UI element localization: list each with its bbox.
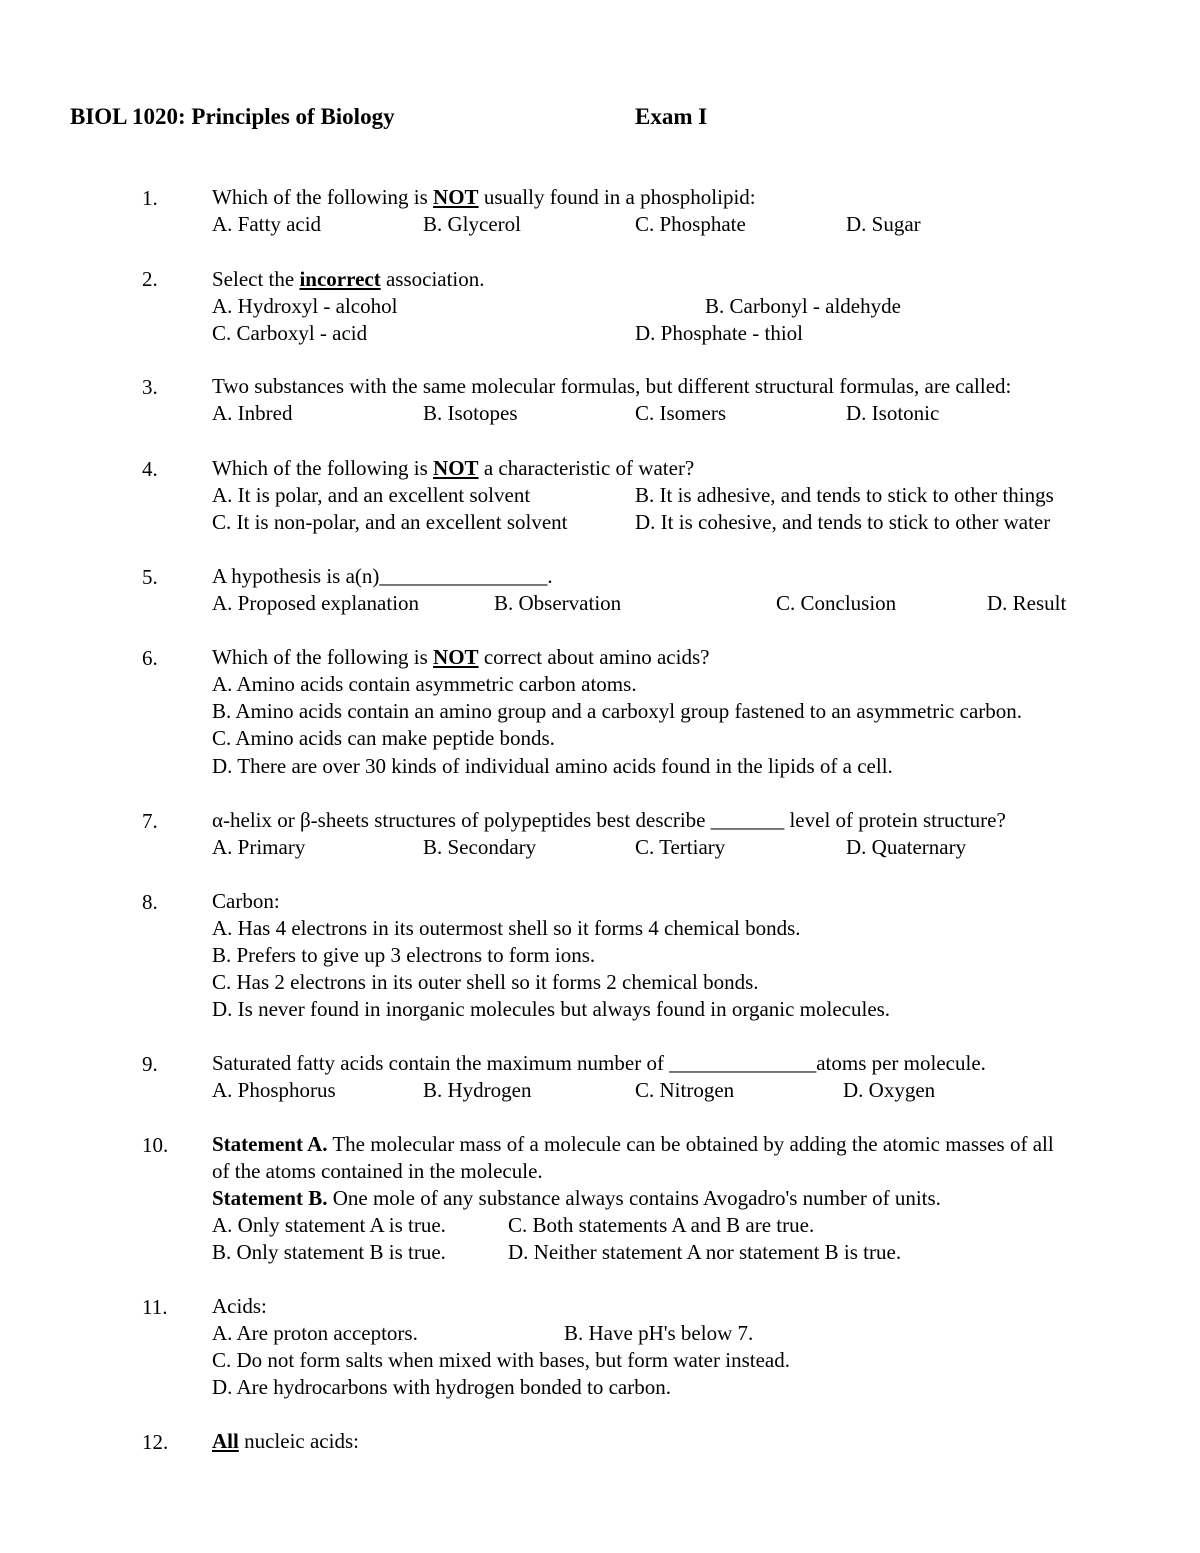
option-a: A. Proposed explanation	[212, 591, 420, 615]
option-a: A. Has 4 electrons in its outermost shell so it forms 4 chemical bonds.	[212, 916, 801, 940]
question-stem: α-helix or β-sheets structures of polypeptides best describe _______ level of protein structure?	[212, 808, 1006, 832]
stem-emphasis: NOT	[433, 456, 479, 480]
question-number: 5.	[142, 565, 158, 589]
option-a: A. Amino acids contain asymmetric carbon atoms.	[212, 672, 637, 696]
option-c: C. Nitrogen	[635, 1078, 735, 1102]
question-number: 6.	[142, 646, 158, 670]
question-number: 11.	[142, 1295, 168, 1319]
question-stem	[212, 184, 756, 211]
question-stem	[212, 455, 694, 482]
question-number: 2.	[142, 267, 158, 291]
option-c: C. Isomers	[635, 401, 726, 425]
question-number: 7.	[142, 809, 158, 833]
option-c: C. Both statements A and B are true.	[508, 1213, 815, 1237]
stem-text: Which of the following is	[212, 645, 434, 669]
option-a: A. Are proton acceptors.	[212, 1321, 418, 1345]
question-number: 12.	[142, 1430, 169, 1454]
option-c: C. Conclusion	[776, 591, 897, 615]
option-d: D. There are over 30 kinds of individual amino acids found in the lipids of a cell.	[212, 754, 893, 778]
question-stem	[212, 644, 709, 671]
option-d: D. Sugar	[846, 212, 921, 236]
option-b: B. Isotopes	[423, 401, 518, 425]
statement-a-text: The molecular mass of a molecule can be obtained by adding the atomic masses of all	[327, 1132, 1054, 1156]
question-number: 10.	[142, 1133, 169, 1157]
option-c: C. Amino acids can make peptide bonds.	[212, 726, 555, 750]
option-b: B. Amino acids contain an amino group and a carboxyl group fastened to an asymmetric carbon.	[212, 699, 1023, 723]
statement-b-text: One mole of any substance always contains Avogadro's number of units.	[327, 1186, 941, 1210]
question-stem: Acids:	[212, 1294, 267, 1318]
option-a: A. Primary	[212, 835, 306, 859]
question-number: 9.	[142, 1052, 158, 1076]
stem-text: usually found in a phospholipid:	[478, 185, 756, 209]
question-number: 8.	[142, 890, 158, 914]
stem-text: a characteristic of water?	[478, 456, 695, 480]
option-b: B. Have pH's below 7.	[564, 1321, 754, 1345]
question-stem: Saturated fatty acids contain the maximum number of ______________atoms per molecule.	[212, 1051, 986, 1075]
option-c: C. Carboxyl - acid	[212, 321, 368, 345]
option-b: B. Prefers to give up 3 electrons to form ions.	[212, 943, 596, 967]
option-b: B. Carbonyl - aldehyde	[705, 294, 901, 318]
option-d: D. Is never found in inorganic molecules but always found in organic molecules.	[212, 997, 891, 1021]
question-stem	[212, 1428, 359, 1455]
question-stem	[212, 266, 485, 293]
option-c: C. Phosphate	[635, 212, 746, 236]
option-b: B. Glycerol	[423, 212, 521, 236]
option-a: A. Hydroxyl - alcohol	[212, 294, 398, 318]
stem-text: association.	[380, 267, 485, 291]
option-d: D. It is cohesive, and tends to stick to other water	[635, 510, 1051, 534]
option-b: B. Secondary	[423, 835, 537, 859]
statement-b-label: Statement B.	[212, 1186, 328, 1210]
stem-emphasis: incorrect	[299, 267, 381, 291]
option-d: D. Neither statement A nor statement B is true.	[508, 1240, 902, 1264]
option-b: B. Only statement B is true.	[212, 1240, 446, 1264]
statement-b	[212, 1185, 941, 1212]
stem-text: Select the	[212, 267, 300, 291]
option-b: B. It is adhesive, and tends to stick to other things	[635, 483, 1054, 507]
option-c: C. Do not form salts when mixed with bases, but form water instead.	[212, 1348, 790, 1372]
option-d: D. Oxygen	[843, 1078, 936, 1102]
option-d: D. Are hydrocarbons with hydrogen bonded to carbon.	[212, 1375, 671, 1399]
question-stem: A hypothesis is a(n)________________.	[212, 564, 553, 588]
stem-text: nucleic acids:	[238, 1429, 359, 1453]
question-number: 4.	[142, 457, 158, 481]
option-c: C. Tertiary	[635, 835, 726, 859]
option-d: D. Isotonic	[846, 401, 940, 425]
stem-text: Which of the following is	[212, 185, 434, 209]
question-stem: Two substances with the same molecular formulas, but different structural formulas, are called:	[212, 374, 1012, 398]
stem-emphasis: NOT	[433, 645, 479, 669]
option-b: B. Hydrogen	[423, 1078, 532, 1102]
option-b: B. Observation	[494, 591, 622, 615]
course-title: BIOL 1020: Principles of Biology	[70, 104, 395, 129]
option-d: D. Result	[987, 591, 1067, 615]
option-d: D. Quaternary	[846, 835, 967, 859]
question-number: 3.	[142, 375, 158, 399]
question-stem: Carbon:	[212, 889, 280, 913]
option-a: A. It is polar, and an excellent solvent	[212, 483, 531, 507]
option-c: C. Has 2 electrons in its outer shell so it forms 2 chemical bonds.	[212, 970, 759, 994]
stem-text: Which of the following is	[212, 456, 434, 480]
option-a: A. Inbred	[212, 401, 293, 425]
option-a: A. Phosphorus	[212, 1078, 336, 1102]
option-a: A. Only statement A is true.	[212, 1213, 446, 1237]
stem-text: correct about amino acids?	[478, 645, 710, 669]
statement-a	[212, 1131, 1054, 1158]
question-number: 1.	[142, 186, 158, 210]
exam-title: Exam I	[635, 104, 708, 129]
option-a: A. Fatty acid	[212, 212, 322, 236]
stem-emphasis: All	[212, 1429, 239, 1453]
option-d: D. Phosphate - thiol	[635, 321, 803, 345]
stem-emphasis: NOT	[433, 185, 479, 209]
statement-a-continued: of the atoms contained in the molecule.	[212, 1159, 543, 1183]
statement-a-label: Statement A.	[212, 1132, 328, 1156]
option-c: C. It is non-polar, and an excellent solvent	[212, 510, 568, 534]
